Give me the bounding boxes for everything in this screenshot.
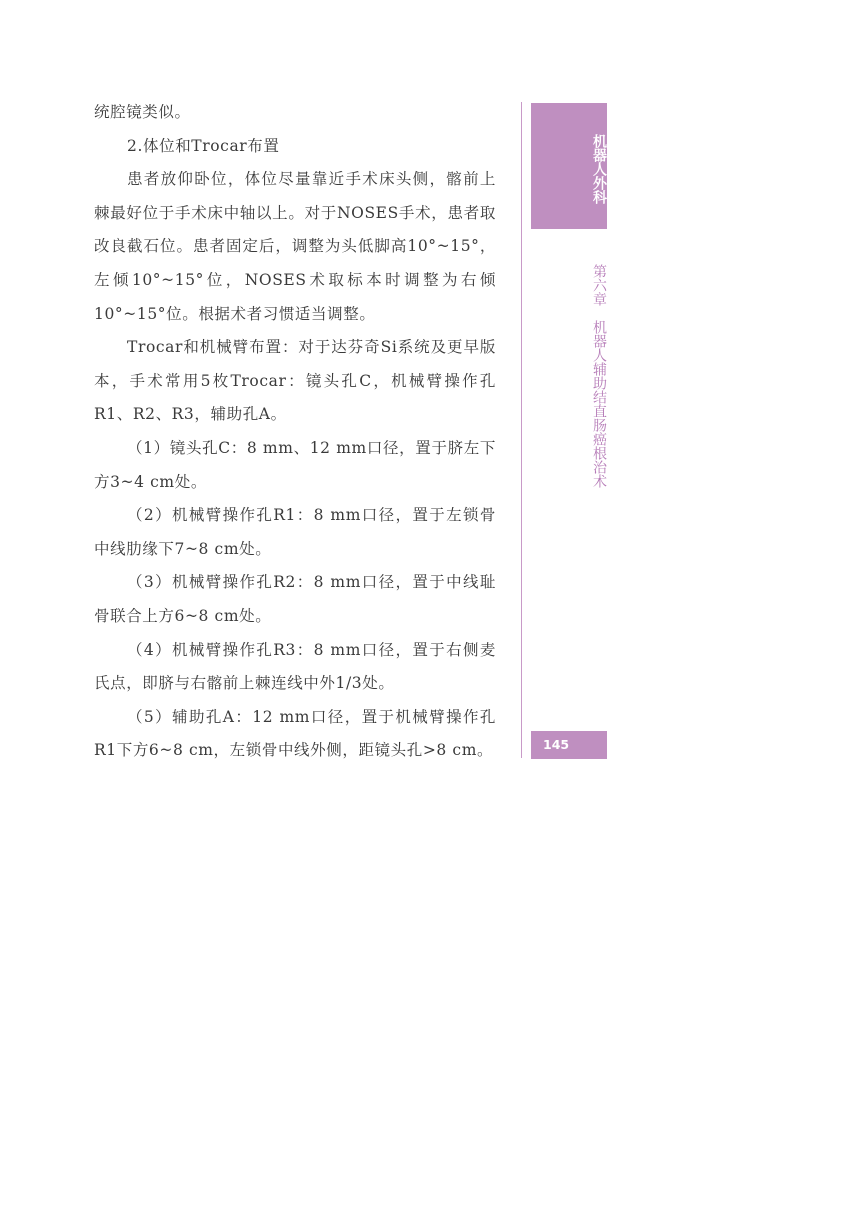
paragraph-trocar-layout: Trocar和机械臂布置：对于达芬奇Si系统及更早版本，手术常用5枚Trocar：镜头孔C，机械臂操作孔R1、R2、R3，辅助孔A。 [94,338,496,424]
list-item-port-r3: （4）机械臂操作孔R3：8 mm口径，置于右侧麦氏点，即脐与右髂前上棘连线中外1/3处。 [94,640,496,693]
list-item-assist-port: （5）辅助孔A：12 mm口径，置于机械臂操作孔R1下方6~8 cm，左锁骨中线外侧，距镜头孔>8 cm。 [94,707,496,760]
paragraph-position: 患者放仰卧位，体位尽量靠近手术床头侧，髂前上棘最好位于手术床中轴以上。对于NOSES手术，患者取改良截石位。患者固定后，调整为头低脚高10°~15°，左倾10°~15°位，NOSES术取标本时调整为右倾10°~15°位。根据术者习惯适当调整。 [94,170,496,323]
margin-divider [521,102,522,758]
list-item-port-r1: （2）机械臂操作孔R1：8 mm口径，置于左锁骨中线肋缘下7~8 cm处。 [94,506,496,558]
book-title-tab [531,103,607,229]
page-number: 145 [543,737,570,752]
list-item-port-r2: （3）机械臂操作孔R2：8 mm口径，置于中线耻骨联合上方6~8 cm处。 [94,573,496,625]
list-item-camera-port: （1）镜头孔C：8 mm、12 mm口径，置于脐左下方3~4 cm处。 [94,438,496,491]
main-text [94,96,496,768]
page-number-tab [531,731,607,759]
paragraph-continuation: 统腔镜类似。 [94,103,191,121]
chapter-title: 第六章 机器人辅助结直肠癌根治术 [591,264,607,488]
book-title: 机器人外科 [591,134,607,204]
section-heading: 2.体位和Trocar布置 [127,136,280,155]
